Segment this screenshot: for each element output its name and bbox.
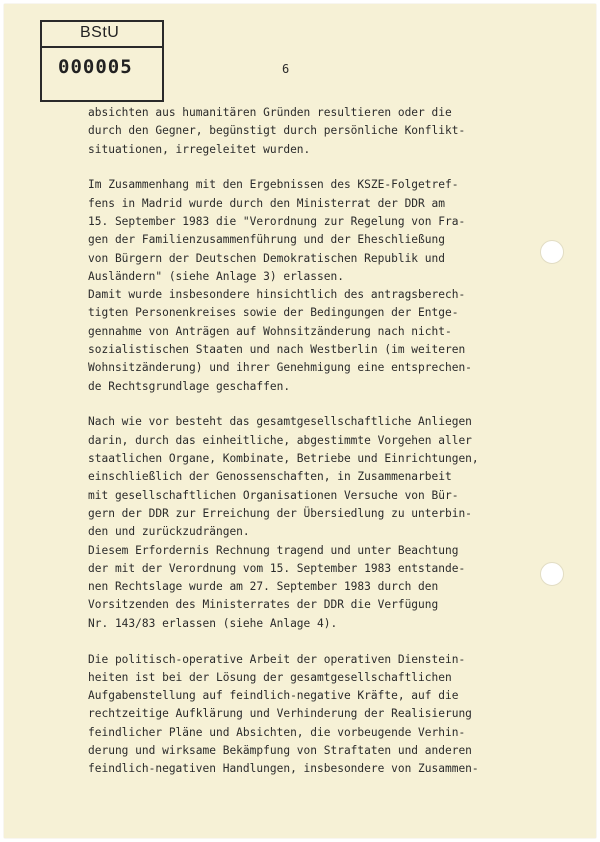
punch-hole xyxy=(540,562,564,586)
paragraph-gap xyxy=(88,633,508,651)
document-page xyxy=(4,4,596,838)
text-line: Vorsitzenden des Ministerrates der DDR die Verfügung xyxy=(88,598,439,612)
text-line: heiten ist bei der Lösung der gesamtgesellschaftlichen xyxy=(88,670,452,684)
text-line: Nr. 143/83 erlassen (siehe Anlage 4). xyxy=(88,616,338,630)
text-line: Im Zusammenhang mit den Ergebnissen des KSZE-Folgetref- xyxy=(88,178,459,192)
paragraph xyxy=(88,176,508,396)
text-line: durch den Gegner, begünstigt durch persönliche Konflikt- xyxy=(88,124,466,138)
text-line: darin, durch das einheitliche, abgestimmte Vorgehen aller xyxy=(88,433,472,447)
text-line: Damit wurde insbesondere hinsichtlich des antragsberech- xyxy=(88,288,466,302)
text-line: Wohnsitzänderung) und ihrer Genehmigung eine entsprechen- xyxy=(88,361,472,375)
text-line: den und zurückzudrängen. xyxy=(88,525,250,539)
text-line: nen Rechtslage wurde am 27. September 1983 durch den xyxy=(88,580,439,594)
text-line: feindlicher Pläne und Absichten, die vorbeugende Verhin- xyxy=(88,725,466,739)
stamp-divider xyxy=(42,46,162,48)
text-line: Nach wie vor besteht das gesamtgesellschaftliche Anliegen xyxy=(88,415,472,429)
text-line: tigten Personenkreises sowie der Bedingungen der Entge- xyxy=(88,306,459,320)
text-line: sozialistischen Staaten und nach Westberlin (im weiteren xyxy=(88,343,466,357)
text-line: Aufgabenstellung auf feindlich-negative Kräfte, auf die xyxy=(88,689,459,703)
text-line: rechtzeitige Aufklärung und Verhinderung der Realisierung xyxy=(88,707,472,721)
text-line: von Bürgern der Deutschen Demokratischen Republik und xyxy=(88,251,445,265)
text-line: Diesem Erfordernis Rechnung tragend und unter Beachtung xyxy=(88,543,459,557)
paragraph-gap xyxy=(88,396,508,414)
text-line: feindlich-negativen Handlungen, insbesondere von Zusammen- xyxy=(88,762,479,776)
text-line: einschließlich der Genossenschaften, in Zusammenarbeit xyxy=(88,470,452,484)
stamp-label: BStU xyxy=(80,24,120,41)
body-text xyxy=(88,104,508,779)
paragraph xyxy=(88,651,508,779)
text-line: gern der DDR zur Erreichung der Übersiedlung zu unterbin- xyxy=(88,506,472,520)
text-line: staatlichen Organe, Kombinate, Betriebe und Einrichtungen, xyxy=(88,452,479,466)
text-line: gen der Familienzusammenführung und der Eheschließung xyxy=(88,233,445,247)
text-line: Die politisch-operative Arbeit der operativen Dienstein- xyxy=(88,652,466,666)
text-line: Ausländern" (siehe Anlage 3) erlassen. xyxy=(88,269,344,283)
paragraph xyxy=(88,104,508,159)
text-line: 15. September 1983 die "Verordnung zur Regelung von Fra- xyxy=(88,214,466,228)
punch-hole xyxy=(540,240,564,264)
text-line: absichten aus humanitären Gründen resultieren oder die xyxy=(88,106,452,119)
paragraph xyxy=(88,413,508,633)
page-number: 6 xyxy=(282,62,290,76)
archive-stamp xyxy=(40,20,164,102)
text-line: der mit der Verordnung vom 15. September 1983 entstande- xyxy=(88,561,466,575)
text-line: de Rechtsgrundlage geschaffen. xyxy=(88,379,291,393)
text-line: derung und wirksame Bekämpfung von Straftaten und anderen xyxy=(88,744,472,757)
text-line: fens in Madrid wurde durch den Ministerrat der DDR am xyxy=(88,196,445,210)
stamp-number: 000005 xyxy=(58,56,133,78)
text-line: gennahme von Anträgen auf Wohnsitzänderung nach nicht- xyxy=(88,324,452,338)
text-line: mit gesellschaftlichen Organisationen Versuche von Bür- xyxy=(88,488,459,502)
paragraph-gap xyxy=(88,159,508,177)
text-line: situationen, irregeleitet wurden. xyxy=(88,142,311,156)
